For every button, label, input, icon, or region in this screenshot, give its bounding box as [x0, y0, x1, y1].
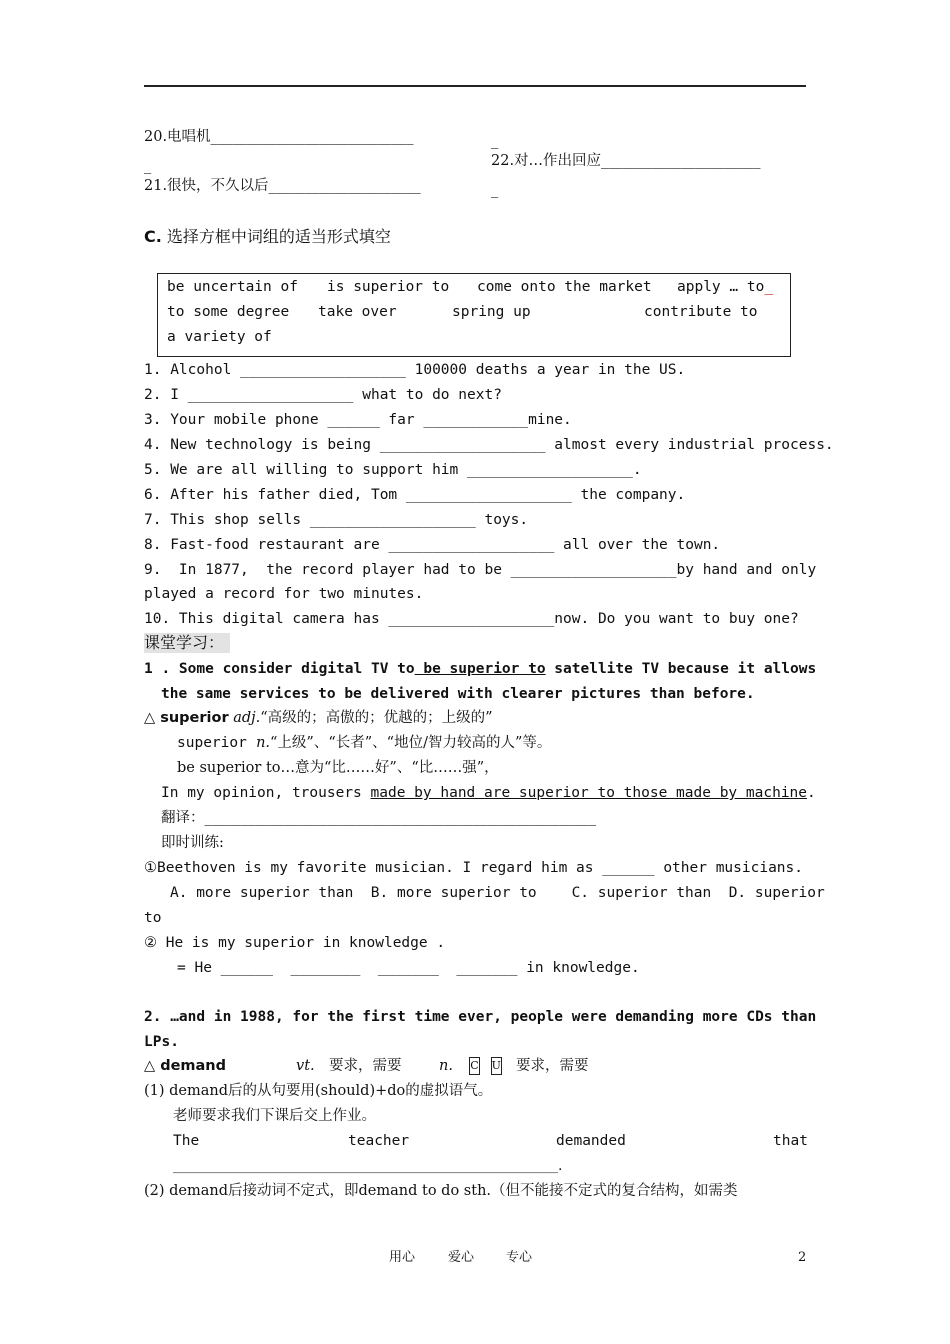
demand-rule-1-w4: that — [773, 1133, 808, 1149]
footer-word-1: 用心 — [389, 1250, 416, 1265]
header-rule — [144, 85, 806, 87]
phrase-to-some-degree: to some degree — [167, 304, 290, 320]
q2-line2: LPs. — [144, 1034, 179, 1050]
practice-q1-options: A. more superior than B. more superior to C. superior than D. superior — [170, 885, 825, 901]
superior-head: △ superior — [144, 710, 229, 726]
exercise-5: 5. We are all willing to support him ___________________. — [144, 462, 642, 478]
q1-line1 — [144, 659, 816, 679]
section-c-heading — [144, 227, 391, 247]
translate-line: 翻译：______________________________________________________ — [161, 810, 596, 826]
be-superior-to-line: be superior to…意为“比……好”、“比……强”， — [177, 760, 499, 776]
superior-noun-meaning: “上级”、“长者”、“地位/智力较高的人”等。 — [270, 735, 552, 751]
superior-pos: adj. — [233, 710, 261, 726]
exercise-2: 2. I ___________________ what to do next? — [144, 387, 502, 403]
exercise-6: 6. After his father died, Tom ___________________ the company. — [144, 487, 686, 503]
page-number: 2 — [798, 1250, 807, 1265]
demand-rule-1: (1) demand后的从句要用(should)+do的虚拟语气。 — [144, 1083, 493, 1099]
countable-box: C — [469, 1057, 480, 1075]
exercise-8: 8. Fast-food restaurant are ___________________ all over the town. — [144, 537, 721, 553]
superior-adj-line — [144, 708, 493, 728]
practice-q1: ①Beethoven is my favorite musician. I regard him as ______ other musicians. — [144, 860, 803, 876]
superior-meaning: “高级的；高傲的；优越的；上级的” — [260, 710, 493, 726]
vocab-item-20-wrap: _ — [144, 158, 152, 174]
demand-rule-1-blank: _______________________________________________________. — [173, 1158, 563, 1174]
section-c-label: C. — [144, 227, 162, 246]
demand-countability — [466, 1056, 505, 1076]
q1-text-a: 1 . Some consider digital TV to — [144, 661, 415, 677]
practice-q2: ② He is my superior in knowledge . — [144, 935, 446, 951]
exercise-4: 4. New technology is being ___________________ almost every industrial process. — [144, 437, 834, 453]
opinion-text-a: In my opinion, trousers — [161, 785, 371, 801]
vocab-item-20: 20.电唱机____________________________ — [144, 129, 414, 145]
phrase-apply-to — [677, 277, 773, 297]
exercise-10: 10. This digital camera has ___________________now. Do you want to buy one? — [144, 611, 799, 627]
demand-vt-pos: vt. — [296, 1058, 315, 1074]
superior-noun-line — [177, 733, 551, 753]
exercise-7: 7. This shop sells ___________________ toys. — [144, 512, 529, 528]
q1-text-b: satellite TV because it allows — [545, 661, 817, 677]
demand-n-meaning: 要求，需要 — [516, 1058, 589, 1074]
practice-heading: 即时训练: — [161, 835, 224, 851]
phrase-apply-to-mark: _ — [764, 279, 774, 295]
demand-head: △ demand — [144, 1058, 227, 1074]
exercise-1: 1. Alcohol ___________________ 100000 deaths a year in the US. — [144, 362, 686, 378]
phrase-apply-to-text: apply … to — [677, 279, 765, 295]
practice-q2-rewrite: = He ______ ________ _______ _______ in knowledge. — [177, 960, 640, 976]
opinion-underlined: made by hand are superior to those made by machine — [370, 785, 808, 801]
exercise-3: 3. Your mobile phone ______ far ____________mine. — [144, 412, 572, 428]
vocab-item-21: 21.很快，不久以后_____________________ — [144, 178, 421, 194]
demand-vt-meaning: 要求，需要 — [329, 1058, 402, 1074]
q1-line2: the same services to be delivered with clearer pictures than before. — [161, 686, 755, 702]
demand-line — [144, 1056, 226, 1076]
phrase-take-over: take over — [318, 304, 397, 320]
vocab-item-22: 22.对…作出回应______________________ — [491, 153, 761, 169]
vocab-item-21-tail: _ — [491, 182, 499, 198]
phrase-contribute-to: contribute to — [644, 304, 758, 320]
practice-q1-options-cont: to — [144, 910, 162, 926]
demand-rule-2: (2) demand后接动词不定式，即demand to do sth.（但不能接不定式的复合结构，如需类 — [144, 1183, 738, 1199]
phrase-come-onto-the-market: come onto the market — [477, 279, 652, 295]
footer-word-2: 爱心 — [448, 1250, 475, 1265]
uncountable-box: U — [491, 1057, 502, 1075]
superior-noun-word: superior — [177, 735, 247, 751]
exercise-9-cont: played a record for two minutes. — [144, 586, 424, 602]
footer-word-3: 专心 — [506, 1250, 533, 1265]
exercise-9: 9. In 1877, the record player had to be ___________________by hand and only — [144, 562, 817, 578]
demand-n-pos: n. — [439, 1058, 453, 1074]
vocab-item-20-tail: _ — [491, 133, 499, 149]
phrase-a-variety-of: a variety of — [167, 329, 272, 345]
classroom-title: 课堂学习： — [144, 633, 230, 653]
superior-noun-pos: n. — [256, 735, 271, 751]
phrase-spring-up: spring up — [452, 304, 531, 320]
demand-rule-1-cn: 老师要求我们下课后交上作业。 — [173, 1108, 376, 1124]
opinion-text-b: . — [807, 785, 816, 801]
phrase-be-uncertain-of: be uncertain of — [167, 279, 298, 295]
opinion-example — [161, 783, 816, 803]
q1-underlined: be superior to — [414, 661, 546, 677]
demand-rule-1-w2: teacher — [348, 1133, 410, 1149]
phrase-is-superior-to: is superior to — [327, 279, 450, 295]
demand-rule-1-w3: demanded — [556, 1133, 626, 1149]
demand-rule-1-w1: The — [173, 1133, 200, 1149]
q2-line1: 2. …and in 1988, for the first time ever, people were demanding more CDs than — [144, 1009, 817, 1025]
section-c-title: 选择方框中词组的适当形式填空 — [166, 227, 391, 246]
